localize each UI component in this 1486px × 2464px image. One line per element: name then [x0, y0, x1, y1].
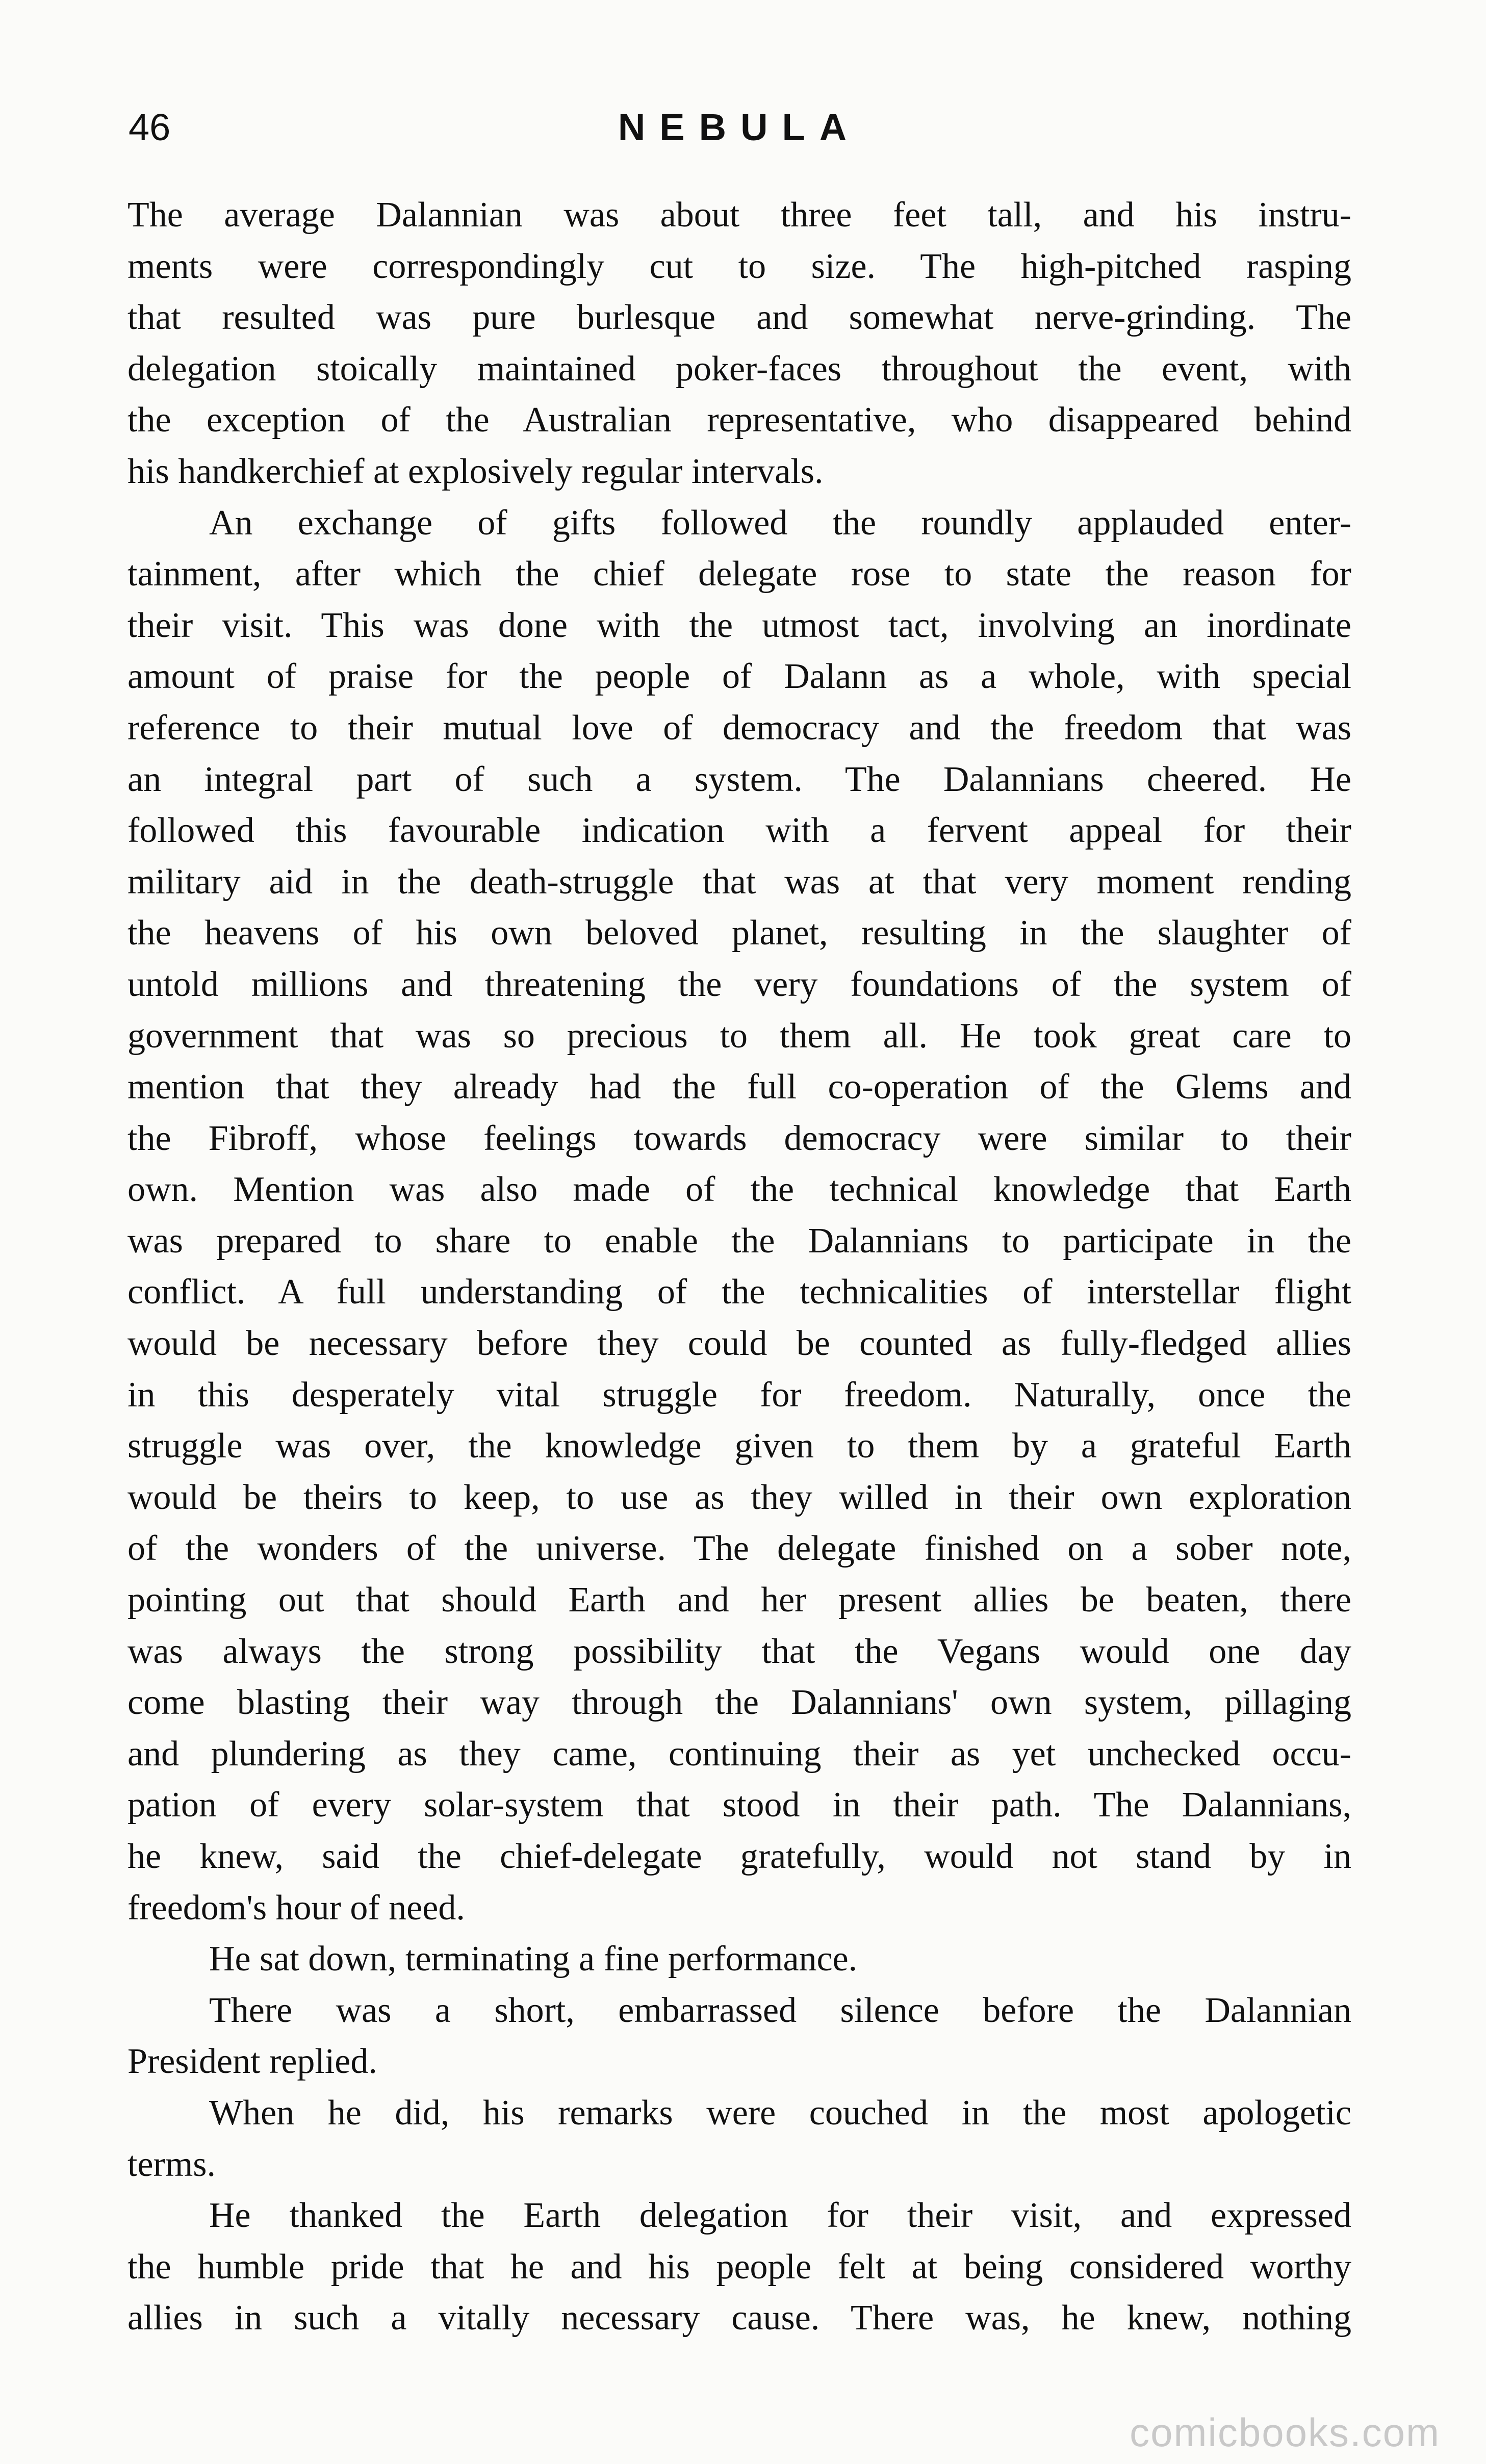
text-line: An exchange of gifts followed the roundly applauded enter- [209, 503, 1351, 543]
text-line: the exception of the Australian representative, who disappeared behind [127, 400, 1351, 440]
page-number: 46 [129, 106, 171, 148]
text-line: tainment, after which the chief delegate rose to state the reason for [127, 554, 1351, 594]
text-line: their visit. This was done with the utmost tact, involving an inordinate [127, 605, 1351, 645]
text-line: would be theirs to keep, to use as they willed in their own exploration [127, 1477, 1351, 1517]
text-line: was always the strong possibility that the Vegans would one day [127, 1631, 1351, 1671]
text-line: own. Mention was also made of the technical knowledge that Earth [127, 1170, 1351, 1210]
text-line: conflict. A full understanding of the technicalities of interstellar flight [127, 1272, 1351, 1312]
text-line: When he did, his remarks were couched in the most apologetic [209, 2093, 1351, 2133]
text-line: government that was so precious to them all. He took great care to [127, 1016, 1351, 1056]
watermark: comicbooks.com [1130, 2410, 1440, 2455]
text-line: pation of every solar-system that stood in their path. The Dalannians, [127, 1785, 1351, 1825]
text-line: pointing out that should Earth and her present allies be beaten, there [127, 1580, 1351, 1620]
text-line: allies in such a vitally necessary cause. There was, he knew, nothing [127, 2298, 1351, 2338]
text-line: ments were correspondingly cut to size. The high-pitched rasping [127, 246, 1351, 286]
text-line: in this desperately vital struggle for freedom. Naturally, once the [127, 1375, 1351, 1415]
text-line: struggle was over, the knowledge given to them by a grateful Earth [127, 1426, 1351, 1466]
text-line: followed this favourable indication with a fervent appeal for their [127, 811, 1351, 851]
text-line: He thanked the Earth delegation for their visit, and expressed [209, 2196, 1351, 2236]
text-line: He sat down, terminating a fine performance. [209, 1939, 858, 1979]
text-line: freedom's hour of need. [127, 1888, 465, 1928]
text-line: his handkerchief at explosively regular intervals. [127, 451, 824, 491]
text-line: mention that they already had the full co-operation of the Glems and [127, 1067, 1351, 1107]
text-line: that resulted was pure burlesque and somewhat nerve-grinding. The [127, 298, 1351, 338]
text-line: would be necessary before they could be counted as fully-fledged allies [127, 1324, 1351, 1364]
text-line: the Fibroff, whose feelings towards democracy were similar to their [127, 1118, 1351, 1158]
text-line: was prepared to share to enable the Dalannians to participate in the [127, 1221, 1351, 1261]
page-header [129, 102, 1350, 158]
text-line: the humble pride that he and his people felt at being considered worthy [127, 2247, 1351, 2287]
text-line: delegation stoically maintained poker-faces throughout the event, with [127, 349, 1351, 389]
text-line: There was a short, embarrassed silence before the Dalannian [209, 1990, 1351, 2030]
text-line: military aid in the death-struggle that was at that very moment rending [127, 862, 1351, 902]
text-line: terms. [127, 2144, 216, 2184]
body-text [127, 190, 1351, 2344]
running-head: NEBULA [618, 106, 861, 148]
text-line: President replied. [127, 2042, 377, 2082]
text-line: an integral part of such a system. The Dalannians cheered. He [127, 759, 1351, 799]
text-line: The average Dalannian was about three feet tall, and his instru- [127, 195, 1351, 235]
text-line: reference to their mutual love of democracy and the freedom that was [127, 708, 1351, 748]
text-line: the heavens of his own beloved planet, resulting in the slaughter of [127, 913, 1351, 953]
text-line: untold millions and threatening the very foundations of the system of [127, 964, 1351, 1004]
text-line: come blasting their way through the Dalannians' own system, pillaging [127, 1683, 1351, 1723]
text-line: he knew, said the chief-delegate gratefully, would not stand by in [127, 1837, 1351, 1876]
text-line: and plundering as they came, continuing their as yet unchecked occu- [127, 1734, 1351, 1774]
text-line: of the wonders of the universe. The delegate finished on a sober note, [127, 1529, 1351, 1569]
text-line: amount of praise for the people of Dalann as a whole, with special [127, 657, 1351, 697]
